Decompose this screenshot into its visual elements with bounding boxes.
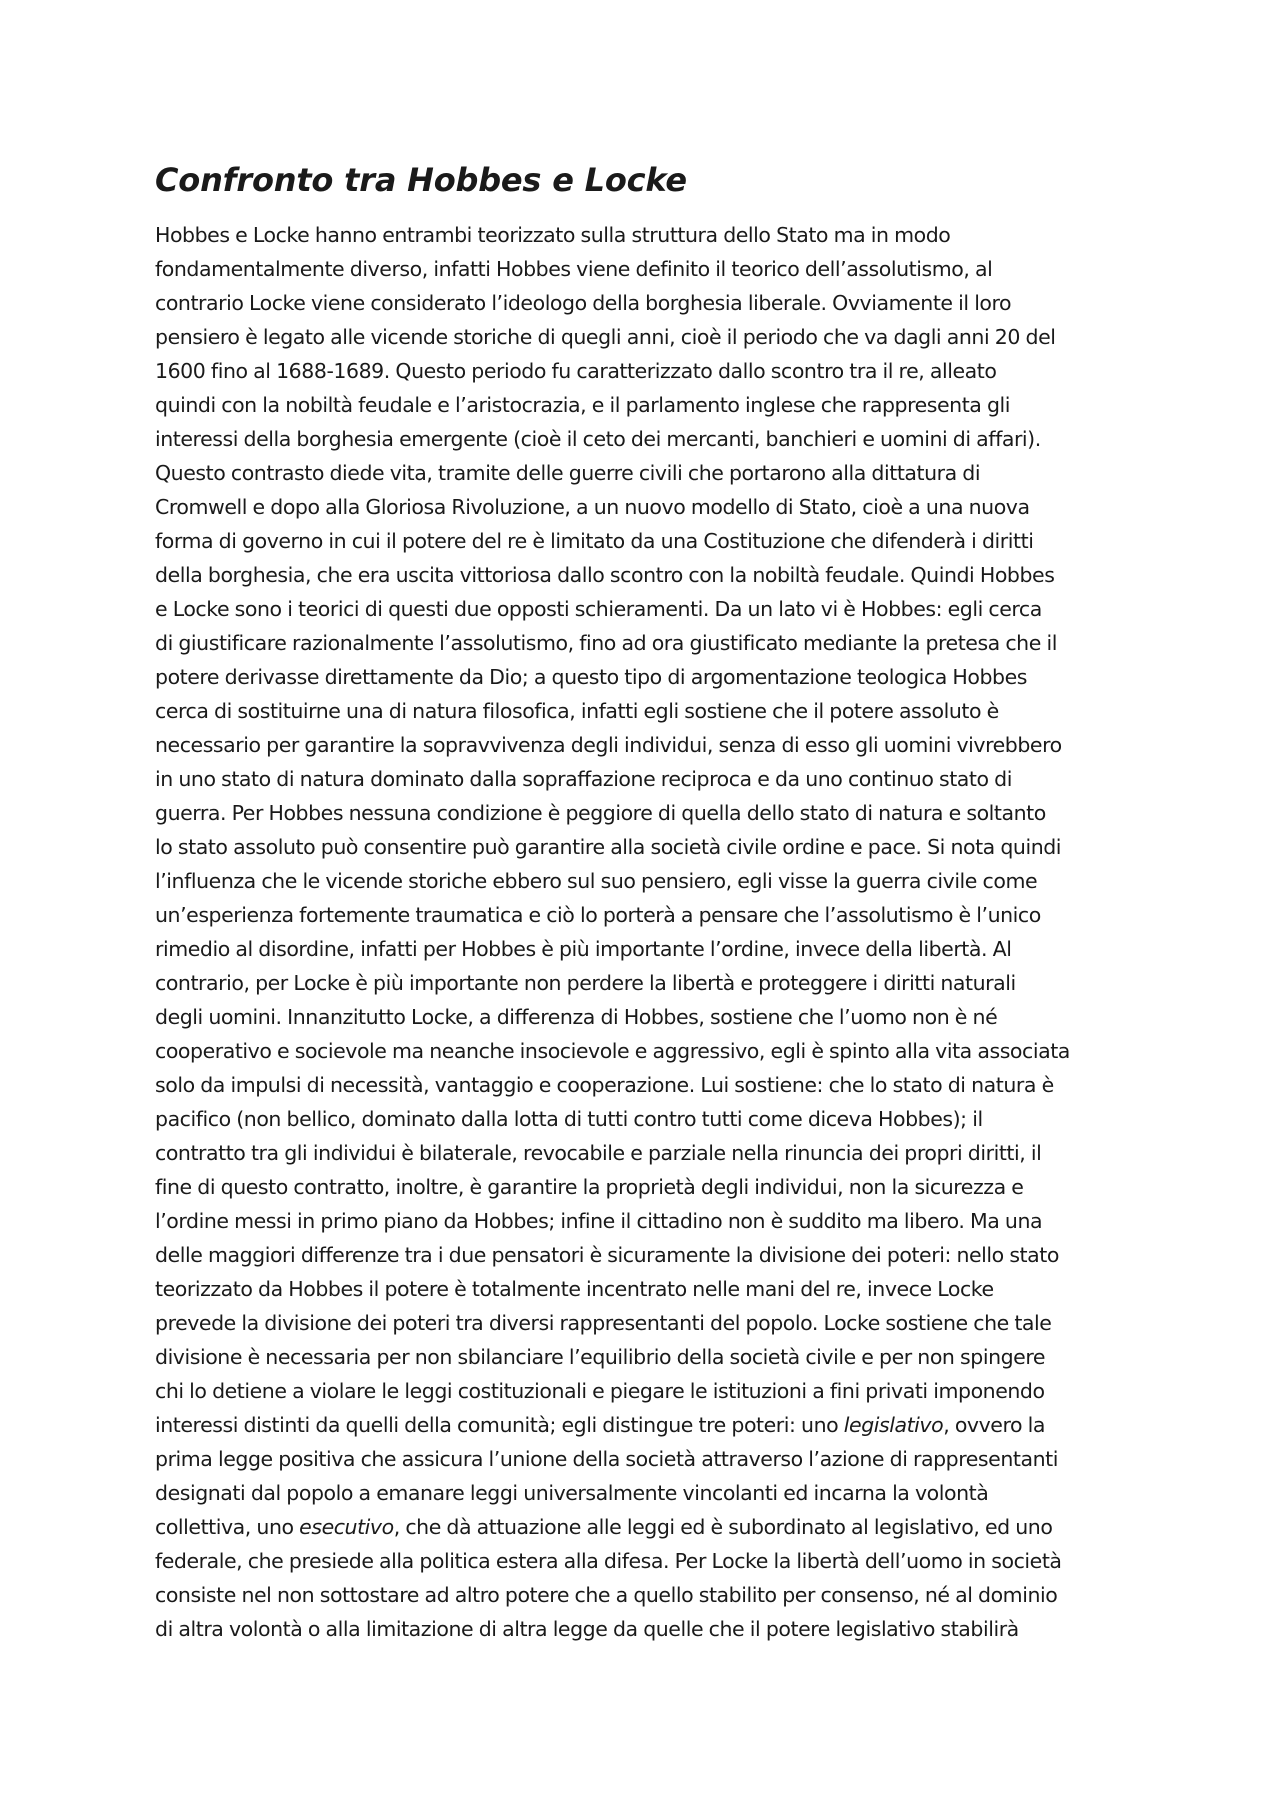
text-line: delle maggiori differenze tra i due pensatori è sicuramente la divisione dei poteri: nello stato (155, 1243, 1059, 1267)
text-line: di giustificare razionalmente l’assolutismo, fino ad ora giustificato mediante la pretesa che il (155, 631, 1057, 655)
text-line: fondamentalmente diverso, infatti Hobbes viene definito il teorico dell’assolutismo, al (155, 257, 993, 281)
text-line: chi lo detiene a violare le leggi costituzionali e piegare le istituzioni a fini privati imponendo (155, 1379, 1045, 1403)
text-line: lo stato assoluto può consentire può garantire alla società civile ordine e pace. Si nota quindi (155, 835, 1062, 859)
text-line (155, 1510, 1135, 1544)
text-line: cerca di sostituirne una di natura filosofica, infatti egli sostiene che il potere assoluto è (155, 699, 999, 723)
text-line: interessi della borghesia emergente (cioè il ceto dei mercanti, banchieri e uomini di affari). (155, 427, 1041, 451)
text-line: quindi con la nobiltà feudale e l’aristocrazia, e il parlamento inglese che rappresenta gli (155, 393, 1011, 417)
text-line: contrario Locke viene considerato l’ideologo della borghesia liberale. Ovviamente il loro (155, 291, 1012, 315)
text-segment: interessi distinti da quelli della comunità; egli distingue tre poteri: uno (155, 1413, 844, 1437)
text-line: necessario per garantire la sopravvivenza degli individui, senza di esso gli uomini vivrebbero (155, 733, 1062, 757)
text-line: consiste nel non sottostare ad altro potere che a quello stabilito per consenso, né al dominio (155, 1583, 1058, 1607)
text-line: in uno stato di natura dominato dalla sopraffazione reciproca e da uno continuo stato di (155, 767, 1012, 791)
text-line: l’influenza che le vicende storiche ebbero sul suo pensiero, egli visse la guerra civile come (155, 869, 1038, 893)
text-line: potere derivasse direttamente da Dio; a questo tipo di argomentazione teologica Hobbes (155, 665, 1028, 689)
document-body (155, 218, 1135, 1646)
text-line: teorizzato da Hobbes il potere è totalmente incentrato nelle mani del re, invece Locke (155, 1277, 994, 1301)
text-line: della borghesia, che era uscita vittoriosa dallo scontro con la nobiltà feudale. Quindi Hobbes (155, 563, 1055, 587)
text-line: designati dal popolo a emanare leggi universalmente vincolanti ed incarna la volontà (155, 1481, 989, 1505)
text-line: l’ordine messi in primo piano da Hobbes; infine il cittadino non è suddito ma libero. Ma una (155, 1209, 1043, 1233)
text-line: Hobbes e Locke hanno entrambi teorizzato sulla struttura dello Stato ma in modo (155, 223, 951, 247)
text-line: prevede la divisione dei poteri tra diversi rappresentanti del popolo. Locke sostiene che tale (155, 1311, 1052, 1335)
text-line: Cromwell e dopo alla Gloriosa Rivoluzione, a un nuovo modello di Stato, cioè a una nuova (155, 495, 1030, 519)
text-line: degli uomini. Innanzitutto Locke, a differenza di Hobbes, sostiene che l’uomo non è né (155, 1005, 998, 1029)
text-line: 1600 fino al 1688-1689. Questo periodo fu caratterizzato dallo scontro tra il re, alleato (155, 359, 997, 383)
document-page (155, 158, 1135, 1646)
italic-term-esecutivo: esecutivo (299, 1515, 394, 1539)
text-line: guerra. Per Hobbes nessuna condizione è peggiore di quella dello stato di natura e soltanto (155, 801, 1046, 825)
text-segment: , ovvero la (943, 1413, 1045, 1437)
text-line: un’esperienza fortemente traumatica e ciò lo porterà a pensare che l’assolutismo è l’unico (155, 903, 1041, 927)
text-line: Questo contrasto diede vita, tramite delle guerre civili che portarono alla dittatura di (155, 461, 981, 485)
text-line: solo da impulsi di necessità, vantaggio e cooperazione. Lui sostiene: che lo stato di natura è (155, 1073, 1054, 1097)
text-line: divisione è necessaria per non sbilanciare l’equilibrio della società civile e per non spingere (155, 1345, 1046, 1369)
text-segment: , che dà attuazione alle leggi ed è subordinato al legislativo, ed uno (393, 1515, 1053, 1539)
text-line: rimedio al disordine, infatti per Hobbes è più importante l’ordine, invece della libertà. Al (155, 937, 1012, 961)
text-line (155, 1408, 1135, 1442)
text-line: fine di questo contratto, inoltre, è garantire la proprietà degli individui, non la sicurezza e (155, 1175, 1024, 1199)
document-title: Confronto tra Hobbes e Locke (155, 161, 687, 199)
text-line: pensiero è legato alle vicende storiche di quegli anni, cioè il periodo che va dagli anni 20 del (155, 325, 1056, 349)
text-line: pacifico (non bellico, dominato dalla lotta di tutti contro tutti come diceva Hobbes); il (155, 1107, 983, 1131)
italic-term-legislativo: legislativo (843, 1413, 944, 1437)
text-line: contratto tra gli individui è bilaterale, revocabile e parziale nella rinuncia dei propri diritti, il (155, 1141, 1042, 1165)
text-line: di altra volontà o alla limitazione di altra legge da quelle che il potere legislativo stabilirà (155, 1617, 1019, 1641)
text-line: contrario, per Locke è più importante non perdere la libertà e proteggere i diritti naturali (155, 971, 1016, 995)
text-segment: collettiva, uno (155, 1515, 300, 1539)
text-line: prima legge positiva che assicura l’unione della società attraverso l’azione di rappresentanti (155, 1447, 1058, 1471)
text-line: federale, che presiede alla politica estera alla difesa. Per Locke la libertà dell’uomo in società (155, 1549, 1062, 1573)
text-line: forma di governo in cui il potere del re è limitato da una Costituzione che difenderà i diritti (155, 529, 1034, 553)
text-line: e Locke sono i teorici di questi due opposti schieramenti. Da un lato vi è Hobbes: egli cerca (155, 597, 1042, 621)
text-line: cooperativo e socievole ma neanche insocievole e aggressivo, egli è spinto alla vita associata (155, 1039, 1070, 1063)
